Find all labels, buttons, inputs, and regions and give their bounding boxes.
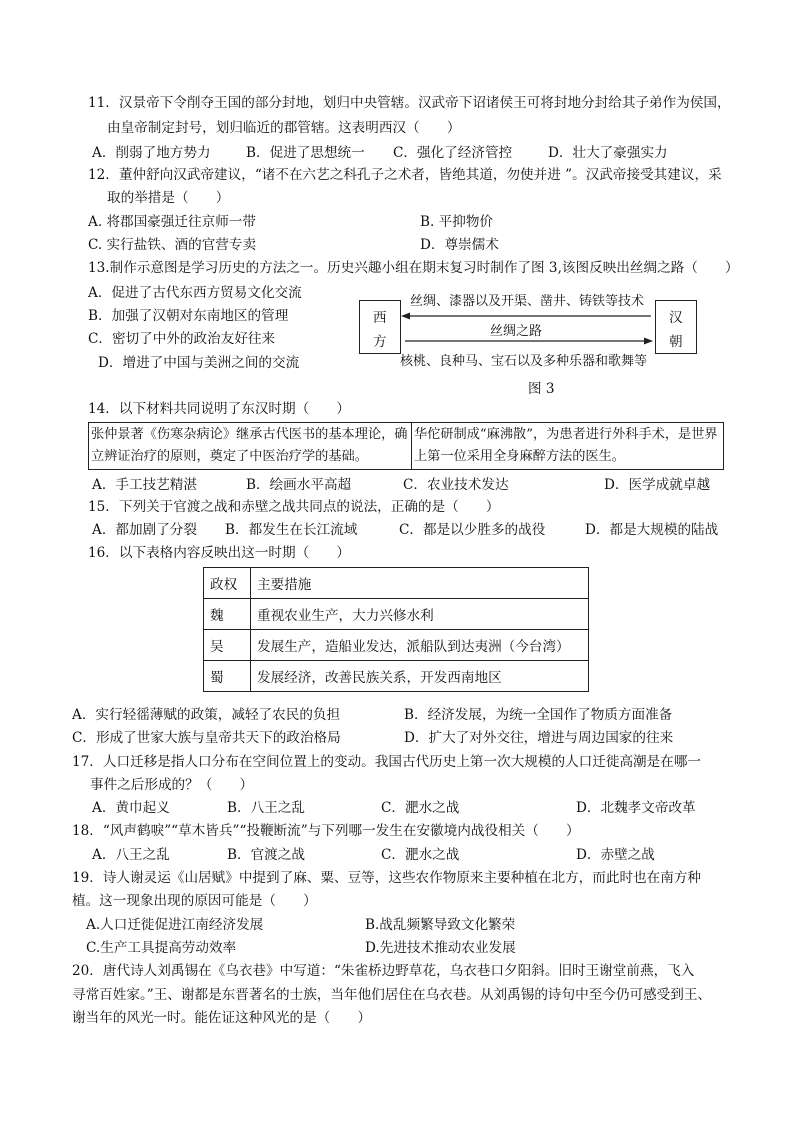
q19-option-a: A.人口迁徙促进江南经济发展 (86, 917, 264, 933)
west-box-char1: 西 (373, 310, 387, 326)
import-items-label: 核桃、良种马、宝石以及多种乐器和歌舞等 (400, 354, 648, 369)
q20-stem-line2: 寻常百姓家。”王、谢都是东晋著名的士族，当年他们居住在乌衣巷。从刘禹锡的诗句中至今仍可感受到王、 (72, 987, 712, 1003)
material-zhang-zhongjing: 张仲景著《伤寒杂病论》继承古代医书的基本理论，确立辨证治疗的原则，奠定了中医治疗学的基础。 (89, 423, 412, 470)
table-header-row (204, 568, 589, 599)
q17-option-a: A．黄巾起义 (92, 800, 170, 816)
q11-option-c: C．强化了经济管控 (393, 145, 513, 161)
q16-option-a: A．实行轻徭薄赋的政策，减轻了农民的负担 (72, 707, 341, 723)
q16-measures-table (203, 567, 589, 692)
table-row (89, 423, 724, 470)
q17-stem-line2: 事件之后形成的？（ ） (90, 777, 254, 793)
q11-stem-line1: 11．汉景帝下令削夺王国的部分封地，划归中央管辖。汉武帝下诏诸侯王可将封地分封给其子弟作为侯国， (88, 95, 731, 111)
q11-option-d: D．壮大了豪强实力 (548, 145, 668, 161)
q17-stem-line1: 17．人口迁移是指人口分布在空间位置上的变动。我国古代历史上第一次大规模的人口迁徙高潮是在哪一 (72, 754, 702, 770)
q14-option-d: D．医学成就卓越 (604, 477, 711, 493)
q19-option-c: C.生产工具提高劳动效率 (86, 940, 237, 956)
q17-option-b: B．八王之乱 (227, 800, 305, 816)
regime-cell: 吴 (204, 630, 251, 661)
q13-option-a: A．促进了古代东西方贸易文化交流 (88, 285, 302, 301)
q16-option-b: B．经济发展，为统一全国作了物质方面准备 (404, 707, 673, 723)
q12-option-a: A. 将郡国豪强迁往京师一带 (88, 214, 256, 230)
export-items-label: 丝绸、漆器以及开渠、凿井、铸铁等技术 (410, 294, 645, 309)
figure-caption: 图 3 (528, 381, 555, 397)
q18-option-b: B．官渡之战 (227, 847, 305, 863)
q13-option-d: D．增进了中国与美洲之间的交流 (98, 355, 300, 371)
q11-stem-line2: 由皇帝制定封号，划归临近的郡管辖。这表明西汉（ ） (107, 120, 461, 136)
q13-stem: 13.制作示意图是学习历史的方法之一。历史兴趣小组在期末复习时制作了图 3,该图反映出丝绸之路（ ） (88, 260, 739, 276)
q13-option-c: C．密切了中外的政治友好往来 (88, 331, 276, 347)
q14-option-b: B．绘画水平高超 (246, 477, 352, 493)
q12-option-b: B. 平抑物价 (420, 214, 494, 230)
q18-option-c: C．淝水之战 (381, 847, 460, 863)
header-regime: 政权 (204, 568, 251, 599)
measures-cell: 发展生产，造船业发达，派船队到达夷洲（今台湾） (251, 630, 589, 661)
q13-option-b: B．加强了汉朝对东南地区的管理 (88, 308, 289, 324)
material-hua-tuo: 华佗研制成“麻沸散”，为患者进行外科手术，是世界上第一位采用全身麻醉方法的医生。 (412, 423, 724, 470)
q18-option-d: D．赤壁之战 (576, 847, 655, 863)
q19-stem-line1: 19．诗人谢灵运《山居赋》中提到了麻、粟、豆等，这些农作物原来主要种植在北方，而此时也在南方种 (72, 870, 702, 886)
q16-option-c: C．形成了世家大族与皇帝共天下的政治格局 (72, 730, 341, 746)
q14-stem: 14．以下材料共同说明了东汉时期（ ） (88, 401, 350, 417)
q15-stem: 15．下列关于官渡之战和赤壁之战共同点的说法，正确的是（ ） (88, 499, 500, 515)
q12-stem-line2: 取的举措是（ ） (107, 190, 230, 206)
q14-option-c: C．农业技术发达 (403, 477, 509, 493)
han-box (655, 300, 697, 354)
q11-option-b: B．促进了思想统一 (246, 145, 365, 161)
q18-stem: 18．“风声鹤唳”“草木皆兵”“投鞭断流”与下列哪一发生在安徽境内战役相关（ ） (72, 823, 580, 839)
q14-material-table (88, 422, 724, 470)
q14-option-a: A．手工技艺精湛 (92, 477, 197, 493)
q19-stem-line2: 植。这一现象出现的原因可能是（ ） (72, 893, 317, 909)
measures-cell: 发展经济，改善民族关系，开发西南地区 (251, 661, 589, 692)
q17-option-d: D．北魏孝文帝改革 (576, 800, 696, 816)
table-row (204, 630, 589, 661)
west-box (359, 300, 401, 354)
west-box-char2: 方 (373, 334, 387, 350)
q15-option-a: A．都加剧了分裂 (92, 522, 197, 538)
q12-stem-line1: 12．董仲舒向汉武帝建议，“诸不在六艺之科孔子之术者，皆绝其道，勿使并进 ”。汉武帝接受其建议，采 (88, 167, 722, 183)
table-row (204, 661, 589, 692)
q20-stem-line3: 谢当年的风光一时。能佐证这种风光的是（ ） (72, 1010, 372, 1026)
silk-road-label: 丝绸之路 (490, 324, 543, 339)
header-measures: 主要措施 (251, 568, 589, 599)
q19-option-b: B.战乱频繁导致文化繁荣 (365, 917, 516, 933)
regime-cell: 魏 (204, 599, 251, 630)
han-box-char1: 汉 (669, 310, 683, 326)
q16-option-d: D．扩大了对外交往，增进与周边国家的往来 (404, 730, 674, 746)
q15-option-d: D．都是大规模的陆战 (585, 522, 719, 538)
q11-option-a: A．削弱了地方势力 (92, 145, 211, 161)
han-box-char2: 朝 (669, 334, 683, 350)
q17-option-c: C．淝水之战 (381, 800, 460, 816)
q19-option-d: D.先进技术推动农业发展 (365, 940, 516, 956)
westward-arrow (401, 313, 651, 320)
q16-stem: 16．以下表格内容反映出这一时期（ ） (88, 545, 350, 561)
measures-cell: 重视农业生产，大力兴修水利 (251, 599, 589, 630)
q20-stem-line1: 20．唐代诗人刘禹锡在《乌衣巷》中写道：“朱雀桥边野草花，乌衣巷口夕阳斜。旧时王谢堂前燕，飞入 (72, 963, 695, 979)
regime-cell: 蜀 (204, 661, 251, 692)
table-row (204, 599, 589, 630)
q12-option-c: C. 实行盐铁、酒的官营专卖 (88, 237, 257, 253)
q15-option-b: B．都发生在长江流域 (225, 522, 358, 538)
q15-option-c: C．都是以少胜多的战役 (399, 522, 546, 538)
q18-option-a: A．八王之乱 (92, 847, 170, 863)
q12-option-d: D．尊崇儒术 (420, 237, 499, 253)
